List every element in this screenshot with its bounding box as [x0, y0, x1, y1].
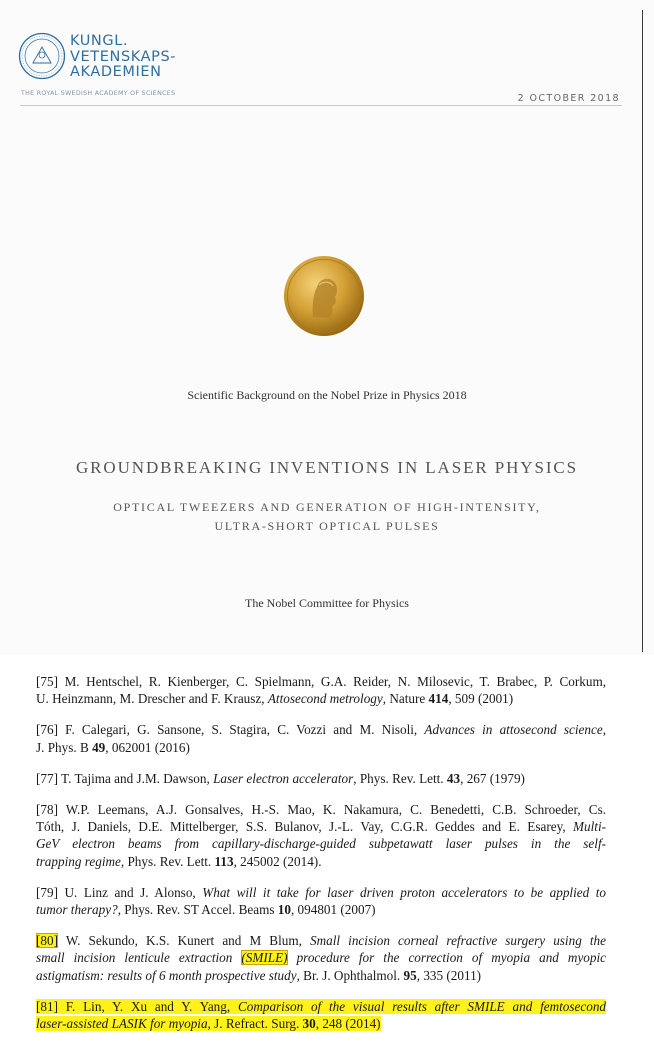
reference-81	[36, 998, 606, 1032]
document-subtitle	[0, 498, 654, 536]
reference-line	[36, 901, 606, 918]
nobel-medal-icon	[283, 255, 365, 337]
document-title: GROUNDBREAKING INVENTIONS IN LASER PHYSICS	[76, 458, 578, 477]
journal: , J. Refract. Surg.	[207, 1016, 303, 1032]
volume: 49	[92, 739, 106, 755]
pages-year: , 062001 (2016)	[105, 739, 190, 755]
journal: , Br. J. Ophthalmol.	[296, 967, 404, 983]
article-title: procedure for the correction of myopia and myopic	[287, 950, 607, 966]
article-title: What will it take for laser driven proton accelerators to be applied to	[202, 884, 606, 900]
academy-logo-text	[70, 34, 176, 81]
logo-line: VETENSKAPS-	[70, 48, 177, 65]
article-title: astigmatism: results of 6 month prospective study	[36, 967, 297, 983]
scientific-background-label: Scientific Background on the Nobel Prize in Physics 2018	[187, 388, 467, 402]
academy-seal-icon	[18, 32, 66, 80]
cover-edge-line	[642, 10, 643, 652]
reference-line	[36, 739, 606, 756]
reference-79	[36, 884, 606, 918]
reference-line	[36, 1015, 606, 1032]
journal: J. Phys. B	[36, 739, 93, 755]
volume: 113	[214, 853, 234, 869]
committee-name: The Nobel Committee for Physics	[245, 596, 409, 610]
volume: 95	[403, 967, 417, 983]
reference-78	[36, 801, 606, 870]
reference-line	[36, 818, 606, 835]
reference-list	[36, 673, 606, 1046]
article-title: Laser electron accelerator	[213, 770, 354, 786]
reference-line	[36, 884, 606, 901]
pages-year: , 094801 (2007)	[290, 902, 376, 918]
pages-year: , 509 (2001)	[448, 691, 514, 707]
article-title: Multi-	[573, 819, 606, 835]
pages-year: , 245002 (2014).	[233, 853, 322, 869]
article-title: Comparison of the visual results after SMILE and femtosecond	[237, 998, 607, 1014]
journal: , Phys. Rev. Lett.	[120, 853, 215, 869]
pages-year: , 248 (2014)	[315, 1016, 381, 1032]
reference-line	[36, 949, 606, 966]
journal: , Phys. Rev. Lett.	[353, 770, 447, 786]
subtitle-line: OPTICAL TWEEZERS AND GENERATION OF HIGH-INTENSITY,	[113, 500, 541, 514]
reference-80	[36, 932, 606, 984]
reference-line	[36, 770, 606, 787]
logo-line: AKADEMIEN	[70, 64, 162, 80]
reference-line: [78] W.P. Leemans, A.J. Gonsalves, H.-S. Mao, K. Nakamura, C. Benedetti, C.B. Schroeder, Cs.	[36, 802, 606, 818]
reference-75	[36, 673, 606, 707]
academy-english-name: THE ROYAL SWEDISH ACADEMY OF SCIENCES	[21, 90, 176, 97]
article-title: Attosecond metrology	[267, 691, 383, 707]
reference-line	[36, 721, 606, 738]
authors: U. Heinzmann, M. Drescher and F. Krausz,	[36, 691, 268, 707]
punctuation: ,	[602, 722, 606, 738]
article-title: tumor therapy?	[36, 902, 118, 918]
reference-line	[36, 998, 606, 1015]
reference-77	[36, 770, 606, 787]
volume: 414	[428, 691, 449, 707]
highlighted-reference-number: [80]	[36, 933, 58, 949]
pages-year: , 267 (1979)	[460, 770, 525, 786]
reference-line: [75] M. Hentschel, R. Kienberger, C. Spielmann, G.A. Reider, N. Milosevic, T. Brabec, P. Corkum,	[36, 674, 606, 689]
highlighted-smile: (SMILE)	[241, 950, 288, 966]
authors: W. Sekundo, K.S. Kunert and M Blum,	[57, 933, 311, 949]
reference-line	[36, 835, 606, 852]
article-title: trapping regime	[36, 853, 121, 869]
journal: , Phys. Rev. ST Accel. Beams	[117, 902, 278, 918]
reference-line	[36, 853, 606, 870]
article-title: Advances in attosecond science	[424, 722, 603, 738]
article-title: small incision lenticule extraction	[36, 950, 242, 966]
article-title: laser-assisted LASIK for myopia	[36, 1016, 208, 1032]
pages-year: , 335 (2011)	[416, 967, 482, 983]
authors: [81] F. Lin, Y. Xu and Y. Yang,	[36, 998, 238, 1014]
authors: [79] U. Linz and J. Alonso,	[36, 884, 203, 900]
header-divider	[20, 105, 622, 106]
reference-line	[36, 967, 606, 984]
reference-line	[36, 932, 606, 949]
publication-date: 2 OCTOBER 2018	[517, 93, 620, 104]
reference-line	[36, 690, 606, 707]
authors: [77] T. Tajima and J.M. Dawson,	[36, 770, 214, 786]
authors: Tóth, J. Daniels, D.E. Mittelberger, S.S. Bulanov, J.-L. Vay, C.G.R. Geddes and E. Esarey,	[36, 819, 574, 835]
volume: 43	[446, 770, 461, 786]
logo-line: KUNGL.	[70, 33, 129, 49]
reference-76	[36, 721, 606, 755]
volume: 10	[277, 902, 291, 918]
volume: 30	[302, 1016, 316, 1032]
article-title: GeV electron beams from capillary-discharge-guided subpetawatt laser pulses in the self-	[36, 836, 606, 852]
article-title: Small incision corneal refractive surgery using the	[310, 933, 607, 949]
subtitle-line: ULTRA-SHORT OPTICAL PULSES	[214, 519, 440, 533]
authors: [76] F. Calegari, G. Sansone, S. Stagira, C. Vozzi and M. Nisoli,	[36, 722, 425, 738]
journal: , Nature	[382, 691, 429, 707]
